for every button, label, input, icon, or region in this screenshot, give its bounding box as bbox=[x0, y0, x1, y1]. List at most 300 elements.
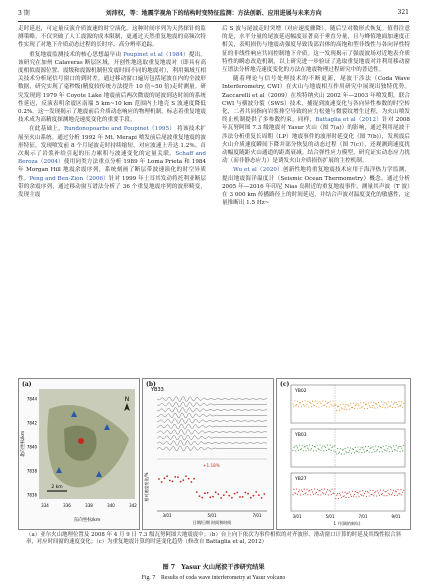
trend-point bbox=[345, 406, 346, 407]
trend-point bbox=[399, 451, 400, 452]
trend-point bbox=[376, 404, 377, 405]
trend-point bbox=[333, 493, 334, 494]
trend-point bbox=[378, 492, 379, 493]
station-label: YB02 bbox=[295, 389, 307, 394]
trend-point bbox=[357, 408, 358, 409]
trend-point bbox=[332, 489, 333, 490]
trend-point bbox=[327, 445, 328, 446]
trend-point bbox=[322, 445, 323, 446]
trend-point bbox=[353, 496, 354, 497]
trend-point bbox=[392, 407, 393, 408]
running-header bbox=[18, 6, 409, 22]
citation-link[interactable]: Wu et al（2020） bbox=[233, 167, 283, 174]
trend-point bbox=[325, 401, 326, 402]
trend-point bbox=[366, 403, 367, 404]
trend-point bbox=[318, 494, 319, 495]
trend-point bbox=[372, 490, 373, 491]
trend-point bbox=[385, 450, 386, 451]
citation-link[interactable]: Rundonopoarbo and Poupinet（1995） bbox=[63, 126, 176, 133]
velocity-change-label: +1.18% bbox=[203, 463, 220, 468]
trend-point bbox=[355, 447, 356, 448]
trend-point bbox=[340, 495, 341, 496]
trend-point bbox=[358, 492, 359, 493]
x-tick-label: 5/01 bbox=[207, 513, 217, 518]
trend-point bbox=[307, 494, 308, 495]
trend-point bbox=[352, 448, 353, 449]
trend-point bbox=[357, 451, 358, 452]
figure-7 bbox=[18, 378, 409, 528]
trend-point bbox=[375, 446, 376, 447]
lon-tick-label: 340 bbox=[107, 503, 115, 508]
trend-point bbox=[328, 449, 329, 450]
trend-point bbox=[305, 406, 306, 407]
dvv-point bbox=[255, 491, 257, 493]
trend-point bbox=[330, 401, 331, 402]
trend-point bbox=[318, 490, 319, 491]
trend-point bbox=[340, 404, 341, 405]
trend-point bbox=[322, 401, 323, 402]
trend-point bbox=[385, 402, 386, 403]
trend-point bbox=[337, 493, 338, 494]
citation-link[interactable]: Poupinet et al（1984） bbox=[123, 51, 189, 58]
trend-point bbox=[332, 446, 333, 447]
trend-point bbox=[370, 490, 371, 491]
trend-point bbox=[307, 448, 308, 449]
date-tick-label: 3/01 bbox=[292, 514, 302, 519]
trend-point bbox=[368, 446, 369, 447]
dvv-point bbox=[193, 478, 195, 480]
trend-point bbox=[371, 494, 372, 495]
trend-point bbox=[304, 489, 305, 490]
dvv-point bbox=[209, 496, 211, 498]
trend-point bbox=[343, 449, 344, 450]
trend-point bbox=[324, 404, 325, 405]
trend-point bbox=[335, 405, 336, 406]
vent-marker bbox=[78, 438, 84, 444]
trend-point bbox=[351, 496, 352, 497]
lon-tick-labels bbox=[41, 503, 137, 508]
trend-point bbox=[335, 498, 336, 499]
trend-point bbox=[384, 449, 385, 450]
trend-point bbox=[339, 410, 340, 411]
trend-point bbox=[341, 454, 342, 455]
trend-point bbox=[371, 447, 372, 448]
trend-point bbox=[297, 494, 298, 495]
map-svg bbox=[19, 379, 139, 529]
dvv-point bbox=[212, 496, 214, 498]
trend-point bbox=[339, 452, 340, 453]
dvv-point bbox=[199, 495, 201, 497]
trend-point bbox=[377, 449, 378, 450]
trend-point bbox=[356, 496, 357, 497]
panel-label: (c) bbox=[280, 381, 290, 388]
trend-point bbox=[400, 405, 401, 406]
trend-point bbox=[346, 452, 347, 453]
trend-point bbox=[401, 494, 402, 495]
trend-point bbox=[398, 406, 399, 407]
trend-point bbox=[295, 405, 296, 406]
trend-point bbox=[368, 492, 369, 493]
trend-point bbox=[316, 406, 317, 407]
trend-point bbox=[388, 493, 389, 494]
lat-tick-label: 7836 bbox=[26, 492, 37, 498]
trend-point bbox=[365, 446, 366, 447]
trend-point bbox=[378, 402, 379, 403]
trend-point bbox=[366, 496, 367, 497]
trend-point bbox=[320, 403, 321, 404]
trend-point bbox=[326, 492, 327, 493]
trend-point bbox=[390, 446, 391, 447]
paragraph: 在此基础上，Rundonopoarbo and Poupinet（1995） 将该技术扩展至火山系统。通过分析 1992 年 Mt. Merapi 喷发前后尾波重复地震的波形特征，发现喷发前 8 个月尾波走时持续缩短，对应波速上升达 1.2%。首次揭示了岩浆补给引起的压力累积与波速变化的定量关联。Schaff and Beroza（2004）使用同类方法重点分析 1989 年 Loma Prieta 和 1984 年 Morgan Hill 地震余震序列，系统刻画了断层带波速演化的时空异质性。Peng and Ben-Zion（2006）针对 1999 年土耳其发动将托利亚断层带的余震序列，通过移动窗互谱法分析了 36 个重复地震序列的波形畸变，发现主震 bbox=[18, 126, 207, 199]
trend-point bbox=[396, 402, 397, 403]
trend-point bbox=[391, 401, 392, 402]
trend-point bbox=[351, 453, 352, 454]
trend-point bbox=[302, 445, 303, 446]
trend-point bbox=[344, 453, 345, 454]
trend-point bbox=[296, 404, 297, 405]
trend-point bbox=[394, 495, 395, 496]
trend-point bbox=[353, 449, 354, 450]
trend-point bbox=[394, 402, 395, 403]
dvv-point bbox=[161, 481, 163, 483]
trend-point bbox=[313, 450, 314, 451]
map-panel bbox=[18, 378, 140, 530]
trend-point bbox=[311, 406, 312, 407]
trend-point bbox=[318, 401, 319, 402]
trend-point bbox=[314, 488, 315, 489]
scale-label: 2 km bbox=[51, 485, 63, 490]
trend-point bbox=[373, 449, 374, 450]
trend-point bbox=[383, 446, 384, 447]
trend-point bbox=[359, 449, 360, 450]
trend-point bbox=[331, 404, 332, 405]
dvv-point bbox=[207, 492, 209, 494]
trend-point bbox=[359, 408, 360, 409]
trend-point bbox=[361, 452, 362, 453]
trend-point bbox=[294, 400, 295, 401]
trend-point bbox=[336, 495, 337, 496]
trend-point bbox=[354, 494, 355, 495]
waveform-trace bbox=[157, 435, 267, 440]
waveform-trace bbox=[157, 429, 267, 434]
trend-point bbox=[329, 490, 330, 491]
trend-point bbox=[376, 496, 377, 497]
dvv-point bbox=[245, 492, 247, 494]
figure-title-en: Fig. 7 Results of coda wave interferometry at Yasur volcano bbox=[141, 575, 286, 581]
trend-point bbox=[364, 452, 365, 453]
paragraph: 重复地震监测技术的核心思想最早由 Poupinet et al（1984）提出。该研究在加州 Calaveras 断层区域，开创性地选取重复地震对（即具有高度相似震源位置、震级和震源机制但发震时间不同的地震对），利用频域互相关技术分析尾信号窗口的到时差。通过移动窗口遍历包括尾波在内的全波形数据，研究实现了毫秒级(精度较传统方法提升 10 倍~50 倍)走时测量。研究发现到 1979 年 Coyote Lake 地震前后两次微震的尾波到达时间的系统性延迟，反演表明余震区南端 5 km~10 km 范围内上地壳 S 波速度降低 0.2%。这一发现揭示了地震前后介质动态响应的物理机制，标志着重复地震技术成为高精度探测地壳速度变化的重要手段。 bbox=[18, 51, 206, 124]
dvv-point bbox=[234, 493, 236, 495]
trend-point bbox=[385, 445, 386, 446]
trend-point bbox=[326, 450, 327, 451]
dvv-point bbox=[250, 497, 252, 499]
waveform-trace bbox=[157, 413, 267, 418]
trend-point bbox=[336, 410, 337, 411]
issue-number: 3 期 bbox=[18, 9, 30, 17]
trend-point bbox=[345, 451, 346, 452]
citation-link[interactable]: Peng and Ben-Zion（2006） bbox=[29, 175, 109, 182]
trend-point bbox=[401, 448, 402, 449]
trend-point bbox=[395, 407, 396, 408]
paragraph: 后 S 波与尾波走时突增（对应速度骤降），随后呈对数形式恢复。值得注意的是，水平分量的尾波延迟幅度显著高于垂直分量，且与峰值地面加速度正相关，表明损伤与地震动强度导致浅部岩体的高饱和型非线性与各向异性特征的非线性响应共同控制地下介质。这一发现揭示了强震波场对近地表介质特性的瞬态改造机制，以上研究进一步验证了选取重复地震对并利用移动窗互谱法分析地壳速度变化的方法在地震物理过程研究中的普适性。 bbox=[222, 26, 410, 74]
trend-point bbox=[403, 445, 404, 446]
trend-point bbox=[321, 489, 322, 490]
dvv-scatter bbox=[158, 475, 265, 499]
trend-point bbox=[381, 494, 382, 495]
trend-point bbox=[380, 447, 381, 448]
waveform-trace bbox=[157, 446, 267, 451]
trend-point bbox=[309, 444, 310, 445]
trend-point bbox=[359, 491, 360, 492]
trend-point bbox=[365, 404, 366, 405]
page-number: 321 bbox=[397, 8, 409, 16]
trend-point bbox=[295, 450, 296, 451]
trend-point bbox=[400, 446, 401, 447]
trend-point bbox=[401, 401, 402, 402]
dvv-point bbox=[182, 479, 184, 481]
trend-point bbox=[352, 491, 353, 492]
trend-point bbox=[321, 406, 322, 407]
dvv-point bbox=[204, 492, 206, 494]
dvv-point bbox=[191, 481, 193, 483]
right-column bbox=[222, 25, 410, 208]
trend-point bbox=[303, 404, 304, 405]
trend-point bbox=[294, 492, 295, 493]
trend-point bbox=[379, 405, 380, 406]
trend-point bbox=[333, 405, 334, 406]
trend-point bbox=[356, 404, 357, 405]
waveform-panel bbox=[142, 378, 274, 530]
trend-point bbox=[398, 489, 399, 490]
trend-point bbox=[382, 407, 383, 408]
trend-point bbox=[349, 450, 350, 451]
trend-point bbox=[316, 492, 317, 493]
trend-point bbox=[376, 450, 377, 451]
trend-point bbox=[399, 406, 400, 407]
trend-point bbox=[297, 447, 298, 448]
x-axis-label: 日期/日期 时间和时间 bbox=[192, 520, 232, 525]
waveform-trace bbox=[157, 441, 267, 446]
waveform-svg bbox=[143, 379, 273, 529]
station-name: YB33 bbox=[151, 387, 164, 393]
trend-point bbox=[338, 453, 339, 454]
dvv-point bbox=[169, 480, 171, 482]
paragraph: Wu et al（2020）创新性地将重复地震技术应用于海洋热力学监测，提出地震海洋温度计（Seismic Ocean Thermometry）概念。通过分析 2005 年—2016 年印尼 Nias 岛附近的重复地震事件，测量其声波（T 波）在 3 000 km 传播路径上的时间延迟，并结合声波对温度变化的敏感性，定量推断出 1.5 Hz~ bbox=[222, 167, 410, 207]
running-title: 刘沛权，等：地震学视角下的结构时变特征监测：方法创新、应用进展与未来方向 bbox=[105, 9, 322, 17]
dvv-point bbox=[223, 494, 225, 496]
lat-tick-label: 7840 bbox=[26, 444, 37, 450]
trend-point bbox=[387, 448, 388, 449]
trend-point bbox=[383, 490, 384, 491]
citation-link[interactable]: Battaglia et al（2012） bbox=[315, 117, 383, 124]
dvv-point bbox=[166, 475, 168, 477]
trend-point bbox=[305, 446, 306, 447]
trend-point bbox=[315, 401, 316, 402]
trend-point bbox=[322, 492, 323, 493]
trend-point bbox=[305, 492, 306, 493]
trend-point bbox=[298, 450, 299, 451]
trend-point bbox=[397, 404, 398, 405]
trend-point bbox=[350, 403, 351, 404]
trend-point bbox=[311, 489, 312, 490]
trend-point bbox=[360, 402, 361, 403]
trend-point bbox=[358, 452, 359, 453]
trend-point bbox=[304, 405, 305, 406]
trend-point bbox=[314, 405, 315, 406]
date-tick-label: 9/01 bbox=[391, 514, 401, 519]
station-label: YB03 bbox=[295, 433, 307, 438]
trend-point bbox=[312, 401, 313, 402]
trend-point bbox=[363, 402, 364, 403]
trend-point bbox=[375, 491, 376, 492]
trend-point bbox=[323, 493, 324, 494]
trend-point bbox=[318, 449, 319, 450]
trend-point bbox=[335, 451, 336, 452]
lon-tick-label: 342 bbox=[129, 503, 137, 508]
trend-point bbox=[337, 406, 338, 407]
trend-point bbox=[300, 449, 301, 450]
x-axis-label: 东向坐标/km bbox=[73, 518, 101, 523]
waveform-trace bbox=[157, 396, 267, 401]
trend-point bbox=[305, 400, 306, 401]
dvv-point bbox=[239, 496, 241, 498]
trend-point bbox=[364, 408, 365, 409]
trend-point bbox=[377, 490, 378, 491]
trend-point bbox=[350, 448, 351, 449]
trend-point bbox=[330, 445, 331, 446]
station-trend-rows bbox=[291, 385, 405, 511]
trend-point bbox=[292, 403, 293, 404]
trend-point bbox=[306, 489, 307, 490]
trend-point bbox=[294, 446, 295, 447]
dvv-point bbox=[261, 497, 263, 499]
trend-point bbox=[399, 494, 400, 495]
trend-point bbox=[384, 495, 385, 496]
trend-point bbox=[355, 405, 356, 406]
trend-point bbox=[349, 492, 350, 493]
trend-point bbox=[391, 494, 392, 495]
trend-point bbox=[307, 401, 308, 402]
dvv-point bbox=[215, 491, 217, 493]
trend-point bbox=[300, 402, 301, 403]
trend-point bbox=[393, 490, 394, 491]
trend-point bbox=[348, 452, 349, 453]
trend-point bbox=[392, 451, 393, 452]
lon-tick-label: 338 bbox=[85, 503, 93, 508]
trend-point bbox=[398, 448, 399, 449]
trend-point bbox=[348, 405, 349, 406]
trend-point bbox=[323, 450, 324, 451]
trend-point bbox=[308, 491, 309, 492]
trend-point bbox=[389, 494, 390, 495]
trend-point bbox=[367, 450, 368, 451]
trend-point bbox=[299, 489, 300, 490]
trend-point bbox=[370, 448, 371, 449]
trend-point bbox=[339, 493, 340, 494]
trend-point bbox=[320, 494, 321, 495]
trend-point bbox=[292, 494, 293, 495]
paragraph: 随着理论与信号处理技术的不断更新，尾波干涉法（Coda Wave Interferometry, CWI）在火山与地震相互作用研究中展现出独特优势。Zaccarelli et al（2009）在埃特纳火山 2002 年—2003 年喷发期，联合 CWI 与横波分裂（SWS）技术，捕捉到波速变化与各向异性参数的时空转化，二者共同指向岩浆排空导致的应力松弛与微裂纹增生过程，为火山喷发终止机制提供了多参数约束。同样，Battaglia et al（2012）针对 2008 年瓦努阿图 7.3 级地震对 Yasur 火山（图 7(a)）的影响，通过利用尾波干涉法分析重复长周期（LP）地震事件的波形时延变化（图 7(b)），发现震后火山介质速度瞬间下降并部分恢复的动态过程（图 7(c)），还观测到速度扰动幅度随距火山通道的距离衰减。结合弹性应力模型，研究证实动态应力扰动（而非静态应力）是诱发火山介质损伤扩展的主控机制。 bbox=[222, 76, 410, 165]
waveform-trace bbox=[157, 418, 267, 423]
citation-link[interactable]: Schaff and Beroza（2004） bbox=[18, 151, 206, 166]
dvv-point bbox=[253, 495, 255, 497]
trend-point bbox=[398, 401, 399, 402]
trend-point bbox=[402, 407, 403, 408]
trend-point bbox=[382, 451, 383, 452]
trend-point bbox=[352, 407, 353, 408]
date-tick-labels bbox=[293, 514, 401, 519]
x-axis-label: 1 月(调的刻年) bbox=[333, 521, 361, 526]
trend-point bbox=[328, 402, 329, 403]
trend-point bbox=[347, 493, 348, 494]
trend-point bbox=[341, 407, 342, 408]
trend-point bbox=[398, 493, 399, 494]
trend-point bbox=[296, 489, 297, 490]
trend-point bbox=[367, 491, 368, 492]
trend-point bbox=[392, 492, 393, 493]
trend-point bbox=[331, 494, 332, 495]
trend-point bbox=[371, 407, 372, 408]
trend-point bbox=[345, 404, 346, 405]
trend-point bbox=[380, 489, 381, 490]
trend-point bbox=[302, 401, 303, 402]
trend-point bbox=[324, 488, 325, 489]
dvv-point bbox=[218, 493, 220, 495]
trend-point bbox=[311, 448, 312, 449]
trend-point bbox=[396, 491, 397, 492]
station-label: YB27 bbox=[295, 477, 307, 482]
trend-point bbox=[347, 447, 348, 448]
trend-point bbox=[385, 407, 386, 408]
trend-point bbox=[363, 495, 364, 496]
trend-point bbox=[345, 497, 346, 498]
trend-point bbox=[331, 450, 332, 451]
figure-caption: （a）亚尔火山地理位置及 2008 年 4 月 9 日 7.3 级瓦努阿图大地震震中；（b）台上向下依次为事件相似的对齐波形、滑动窗口计算的时延及其线性拟合斜率，对应时间窗的速度变化；（c）为重复地震计算的时延变化趋势（修改自 Battaglia et al, 2012） bbox=[26, 532, 401, 546]
trend-point bbox=[379, 451, 380, 452]
trend-point bbox=[338, 498, 339, 499]
trend-point bbox=[368, 402, 369, 403]
trend-point bbox=[367, 408, 368, 409]
trend-point bbox=[328, 494, 329, 495]
panel-label: (b) bbox=[146, 381, 156, 388]
trend-point bbox=[310, 494, 311, 495]
trend-point bbox=[309, 490, 310, 491]
trend-point bbox=[302, 491, 303, 492]
trend-point bbox=[381, 401, 382, 402]
trend-point bbox=[292, 450, 293, 451]
trend-point bbox=[293, 406, 294, 407]
trend-point bbox=[327, 489, 328, 490]
trend-point bbox=[318, 448, 319, 449]
trend-point bbox=[400, 489, 401, 490]
trend-point bbox=[306, 404, 307, 405]
dvv-point bbox=[188, 478, 190, 480]
trend-svg bbox=[277, 379, 410, 529]
dvv-point bbox=[258, 494, 260, 496]
trend-point bbox=[332, 447, 333, 448]
trend-point bbox=[373, 402, 374, 403]
trend-point bbox=[389, 405, 390, 406]
trend-point bbox=[298, 406, 299, 407]
dvv-point bbox=[174, 476, 176, 478]
trend-point bbox=[325, 447, 326, 448]
trend-point bbox=[355, 491, 356, 492]
trend-point bbox=[301, 448, 302, 449]
trend-point bbox=[354, 452, 355, 453]
trend-point bbox=[321, 447, 322, 448]
trend-point bbox=[317, 445, 318, 446]
trend-point bbox=[326, 406, 327, 407]
